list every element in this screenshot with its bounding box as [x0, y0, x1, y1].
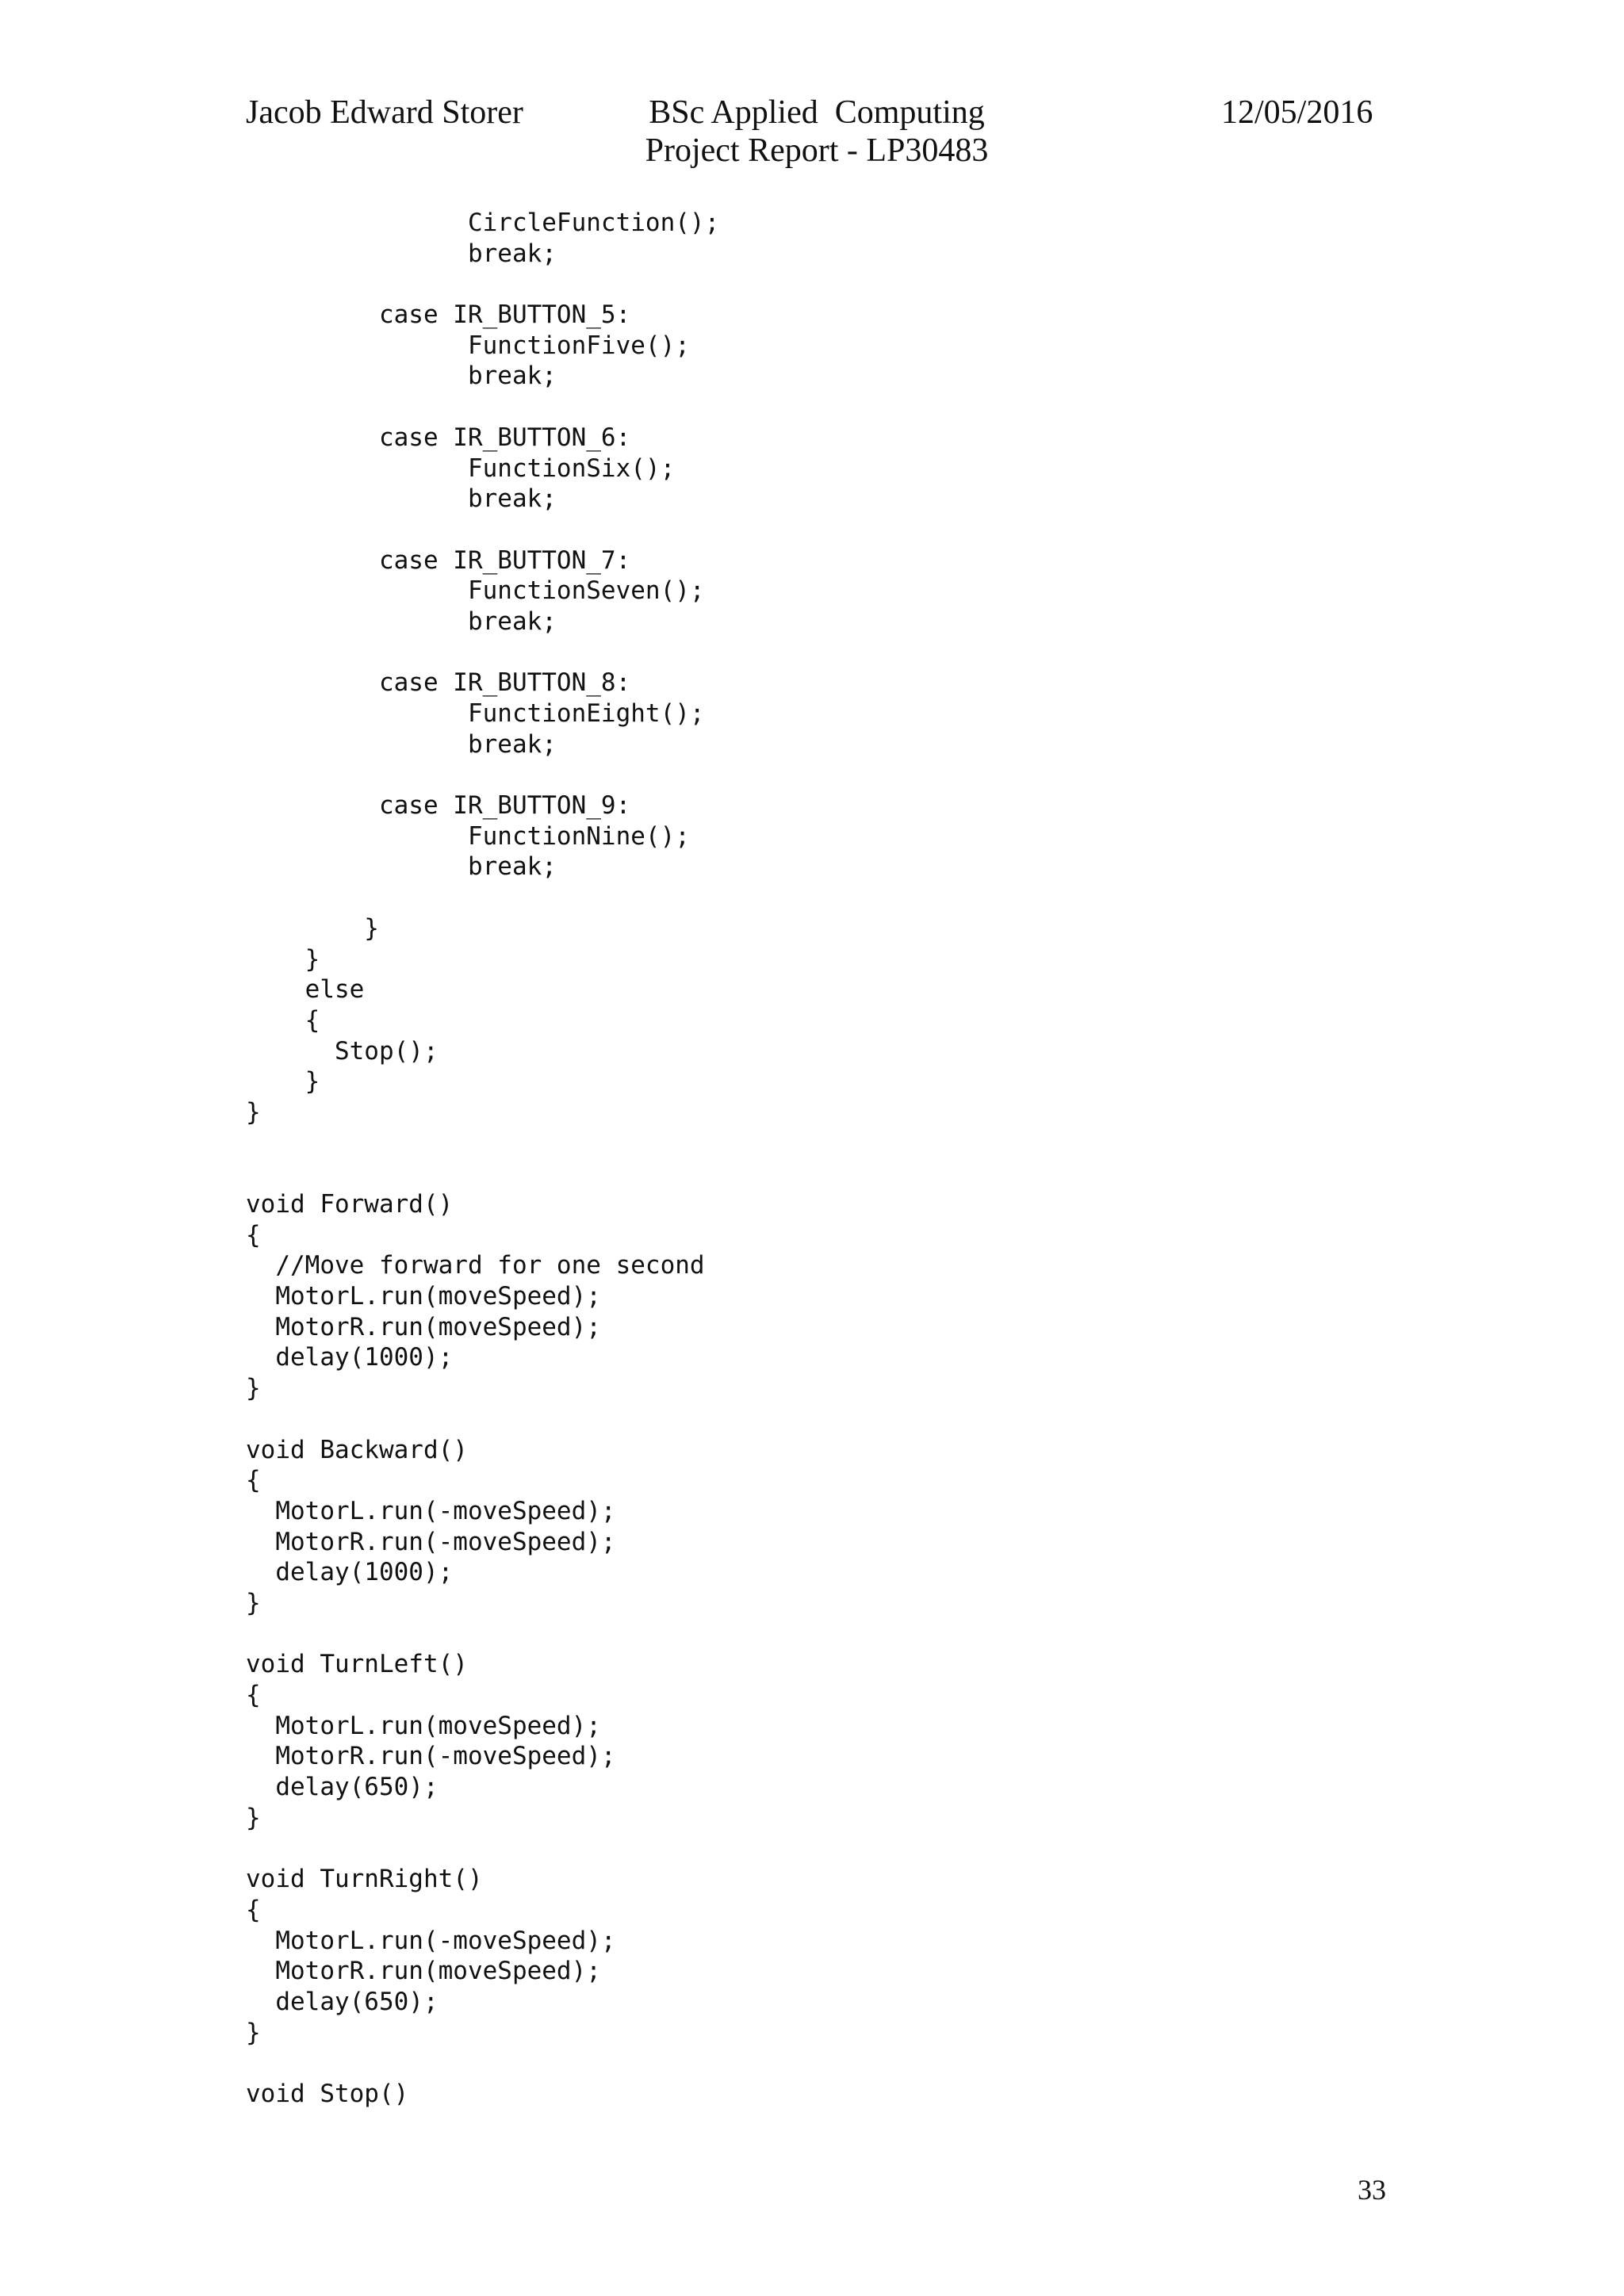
code-line — [246, 1128, 719, 1159]
code-line — [246, 882, 719, 913]
code-line: delay(650); — [246, 1773, 439, 1802]
page-number: 33 — [1358, 2174, 1386, 2206]
header-report-title: Project Report - LP30483 — [645, 132, 989, 169]
code-line: delay(650); — [246, 1987, 439, 2016]
code-line: } — [246, 1803, 261, 1832]
code-line: Stop(); — [246, 1036, 439, 1066]
code-line: //Move forward for one second — [246, 1251, 705, 1280]
header-date: 12/05/2016 — [1221, 94, 1373, 131]
code-line: case IR_BUTTON_5: — [246, 300, 631, 330]
code-line — [246, 392, 719, 423]
code-line: } — [246, 1374, 261, 1403]
code-line: break; — [246, 239, 557, 268]
code-line: MotorR.run(-moveSpeed); — [246, 1527, 616, 1556]
code-line: MotorL.run(moveSpeed); — [246, 1282, 601, 1311]
code-line: { — [246, 1895, 261, 1924]
code-line — [246, 269, 719, 300]
header-course — [603, 94, 1031, 170]
code-line: break; — [246, 484, 557, 514]
code-line: MotorR.run(moveSpeed); — [246, 1957, 601, 1986]
code-line: void TurnLeft() — [246, 1650, 468, 1679]
code-line: case IR_BUTTON_8: — [246, 668, 631, 698]
code-line — [246, 1158, 719, 1189]
code-line: CircleFunction(); — [246, 209, 720, 237]
code-line — [246, 760, 719, 790]
code-line: } — [246, 1067, 320, 1096]
code-line: { — [246, 1466, 261, 1495]
code-line: delay(1000); — [246, 1343, 454, 1372]
code-line: void Forward() — [246, 1190, 454, 1219]
code-line: MotorL.run(moveSpeed); — [246, 1711, 601, 1740]
code-line: MotorL.run(-moveSpeed); — [246, 1926, 616, 1955]
code-line: break; — [246, 852, 557, 882]
code-line: void Stop() — [246, 2079, 409, 2108]
code-line: } — [246, 1588, 261, 1617]
code-line — [246, 637, 719, 668]
code-line: void Backward() — [246, 1435, 468, 1464]
code-line: } — [246, 2018, 261, 2047]
code-line — [246, 1619, 719, 1650]
code-line — [246, 1404, 719, 1435]
code-line: FunctionEight(); — [246, 699, 705, 728]
code-line: } — [246, 1097, 261, 1127]
code-line: MotorR.run(moveSpeed); — [246, 1312, 601, 1341]
code-line: MotorL.run(-moveSpeed); — [246, 1496, 616, 1525]
code-line: } — [246, 913, 379, 943]
code-line: case IR_BUTTON_6: — [246, 423, 631, 452]
code-line — [246, 2048, 719, 2079]
code-line: { — [246, 1005, 320, 1035]
header-course-title: BSc Applied Computing — [649, 94, 985, 131]
code-line: { — [246, 1220, 261, 1249]
code-line: MotorR.run(-moveSpeed); — [246, 1742, 616, 1771]
code-line: break; — [246, 729, 557, 759]
code-line: FunctionSix(); — [246, 453, 676, 483]
code-line: void TurnRight() — [246, 1865, 483, 1894]
code-line: { — [246, 1681, 261, 1709]
code-line: delay(1000); — [246, 1558, 454, 1587]
code-line: case IR_BUTTON_7: — [246, 545, 631, 575]
code-line — [246, 515, 719, 545]
code-line — [246, 1833, 719, 1864]
code-line: break; — [246, 607, 557, 636]
code-line: break; — [246, 362, 557, 391]
code-line: FunctionFive(); — [246, 331, 690, 360]
code-line: case IR_BUTTON_9: — [246, 791, 631, 821]
header-author: Jacob Edward Storer — [246, 94, 523, 131]
code-line: FunctionNine(); — [246, 821, 690, 851]
code-line: } — [246, 944, 320, 974]
code-line: else — [246, 975, 365, 1004]
code-listing — [246, 208, 719, 2110]
code-line: FunctionSeven(); — [246, 576, 705, 606]
